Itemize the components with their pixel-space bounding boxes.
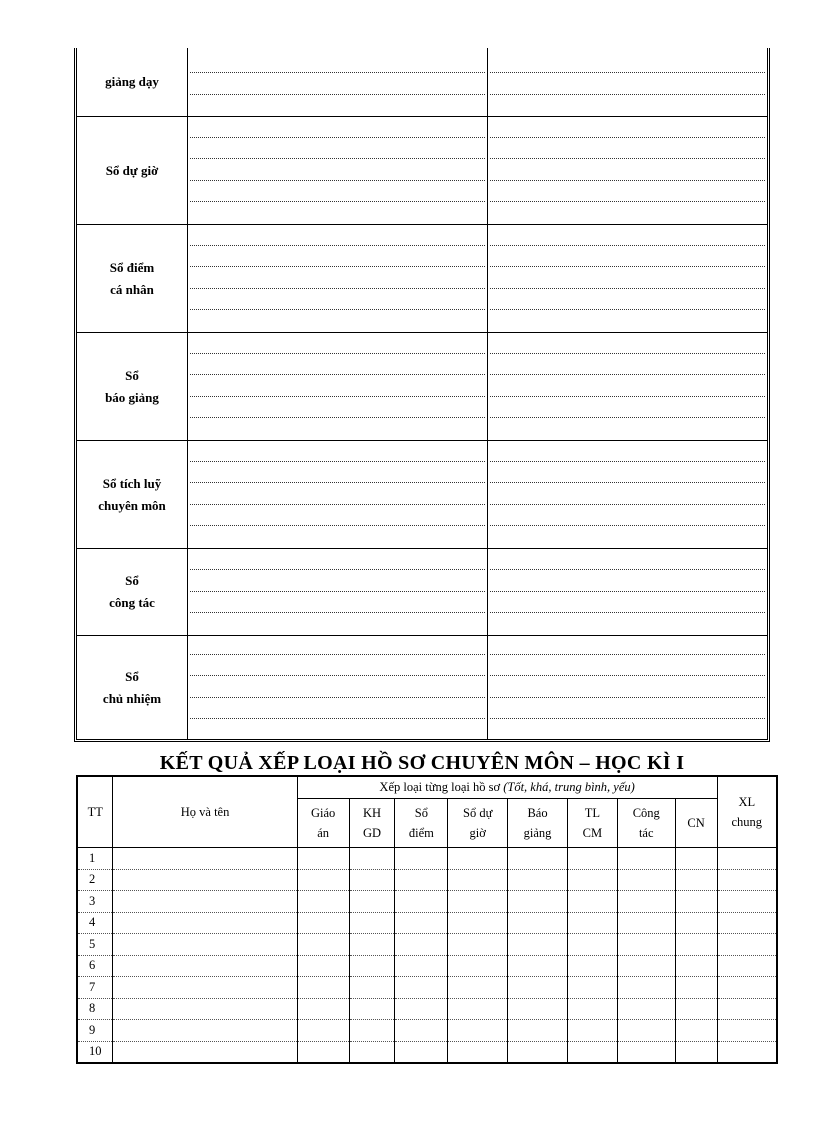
evaluation-field[interactable] (188, 636, 488, 739)
grade-cell[interactable] (567, 1041, 617, 1063)
grade-cell[interactable] (617, 869, 675, 891)
name-cell[interactable] (113, 1020, 297, 1042)
header-tt: TT (77, 776, 113, 848)
grade-cell[interactable] (567, 1020, 617, 1042)
evaluation-field[interactable] (188, 549, 488, 635)
grade-cell[interactable] (508, 934, 568, 956)
dotted-line (190, 504, 485, 505)
dotted-line (190, 654, 485, 655)
row-number: 9 (77, 1020, 113, 1042)
remarks-field[interactable] (488, 441, 767, 548)
row-number: 7 (77, 977, 113, 999)
evaluation-field[interactable] (188, 225, 488, 332)
form-row (77, 224, 767, 332)
dotted-line (490, 374, 765, 375)
dotted-line (190, 591, 485, 592)
grade-cell[interactable] (395, 998, 448, 1020)
evaluation-field[interactable] (188, 333, 488, 440)
grade-cell[interactable] (395, 977, 448, 999)
grade-cell[interactable] (567, 934, 617, 956)
row-number: 8 (77, 998, 113, 1020)
dotted-line (190, 417, 485, 418)
header-group-prefix: Xếp loại từng loại hồ sơ (379, 780, 504, 794)
grade-cell[interactable] (717, 1041, 777, 1063)
grade-cell[interactable] (717, 998, 777, 1020)
table-row (77, 955, 777, 977)
header-subcolumn: Sổ điểm (395, 799, 448, 848)
dotted-line (490, 612, 765, 613)
dotted-line (490, 94, 765, 95)
dotted-line (490, 158, 765, 159)
dotted-line (490, 525, 765, 526)
dotted-line (190, 288, 485, 289)
dotted-line (490, 137, 765, 138)
dotted-line (190, 353, 485, 354)
dotted-line (490, 654, 765, 655)
grade-cell[interactable] (508, 869, 568, 891)
form-row-label: Sổ chủ nhiệm (77, 636, 188, 739)
dotted-line (190, 201, 485, 202)
grade-cell[interactable] (349, 977, 395, 999)
results-table (76, 775, 778, 1064)
grade-cell[interactable] (717, 912, 777, 934)
grade-cell[interactable] (508, 1020, 568, 1042)
name-cell[interactable] (113, 891, 297, 913)
assessment-form (74, 48, 770, 742)
form-row-label: Sổ dự giờ (77, 117, 188, 224)
grade-cell[interactable] (395, 1020, 448, 1042)
grade-cell[interactable] (567, 848, 617, 870)
dotted-line (190, 482, 485, 483)
grade-cell[interactable] (395, 955, 448, 977)
grade-cell[interactable] (297, 891, 349, 913)
remarks-field[interactable] (488, 333, 767, 440)
dotted-line (490, 245, 765, 246)
table-row (77, 1020, 777, 1042)
table-row (77, 912, 777, 934)
dotted-line (190, 675, 485, 676)
grade-cell[interactable] (508, 955, 568, 977)
grade-cell[interactable] (448, 848, 508, 870)
header-overall (717, 776, 777, 848)
name-cell[interactable] (113, 977, 297, 999)
form-row-label: Sổ điểm cá nhân (77, 225, 188, 332)
grade-cell[interactable] (349, 1020, 395, 1042)
table-row (77, 1041, 777, 1063)
grade-cell[interactable] (349, 848, 395, 870)
grade-cell[interactable] (617, 1041, 675, 1063)
remarks-field[interactable] (488, 225, 767, 332)
dotted-line (490, 180, 765, 181)
dotted-line (490, 482, 765, 483)
dotted-line (190, 158, 485, 159)
form-row-label: Sổ công tác (77, 549, 188, 635)
header-name: Họ và tên (113, 776, 297, 848)
dotted-line (490, 504, 765, 505)
row-number: 2 (77, 869, 113, 891)
grade-cell[interactable] (349, 1041, 395, 1063)
dotted-line (190, 94, 485, 95)
grade-cell[interactable] (675, 977, 717, 999)
grade-cell[interactable] (297, 848, 349, 870)
remarks-field[interactable] (488, 549, 767, 635)
row-number: 4 (77, 912, 113, 934)
grade-cell[interactable] (675, 869, 717, 891)
grade-cell[interactable] (349, 998, 395, 1020)
grade-cell[interactable] (448, 998, 508, 1020)
table-row (77, 977, 777, 999)
grade-cell[interactable] (297, 869, 349, 891)
remarks-field[interactable] (488, 117, 767, 224)
grade-cell[interactable] (567, 977, 617, 999)
grade-cell[interactable] (508, 1041, 568, 1063)
dotted-line (190, 72, 485, 73)
form-row-label: Sổ báo giảng (77, 333, 188, 440)
grade-cell[interactable] (297, 934, 349, 956)
name-cell[interactable] (113, 848, 297, 870)
dotted-line (490, 396, 765, 397)
header-overall-label: XL chung (731, 795, 763, 829)
row-number: 5 (77, 934, 113, 956)
grade-cell[interactable] (297, 1020, 349, 1042)
grade-cell[interactable] (395, 1041, 448, 1063)
dotted-line (190, 309, 485, 310)
evaluation-field[interactable] (188, 117, 488, 224)
dotted-line (490, 201, 765, 202)
grade-cell[interactable] (617, 912, 675, 934)
grade-cell[interactable] (448, 955, 508, 977)
grade-cell[interactable] (395, 912, 448, 934)
grade-cell[interactable] (567, 869, 617, 891)
header-subcolumn: KH GD (349, 799, 395, 848)
remarks-field[interactable] (488, 48, 767, 116)
grade-cell[interactable] (617, 955, 675, 977)
grade-cell[interactable] (395, 848, 448, 870)
results-title: KẾT QUẢ XẾP LOẠI HỒ SƠ CHUYÊN MÔN – HỌC KÌ I (159, 752, 685, 774)
header-subcolumn: Công tác (617, 799, 675, 848)
grade-cell[interactable] (448, 891, 508, 913)
grade-cell[interactable] (448, 934, 508, 956)
form-row (77, 440, 767, 548)
dotted-line (490, 72, 765, 73)
header-subcolumn: CN (675, 799, 717, 848)
grade-cell[interactable] (617, 998, 675, 1020)
grade-cell[interactable] (717, 955, 777, 977)
grade-cell[interactable] (617, 977, 675, 999)
grade-cell[interactable] (675, 848, 717, 870)
grade-cell[interactable] (675, 934, 717, 956)
grade-cell[interactable] (717, 934, 777, 956)
grade-cell[interactable] (448, 869, 508, 891)
form-row (77, 635, 767, 739)
form-row (77, 116, 767, 224)
dotted-line (490, 461, 765, 462)
dotted-line (190, 180, 485, 181)
dotted-line (490, 569, 765, 570)
grade-cell[interactable] (617, 934, 675, 956)
dotted-line (490, 675, 765, 676)
table-row (77, 869, 777, 891)
grade-cell[interactable] (717, 848, 777, 870)
table-row (77, 934, 777, 956)
remarks-field[interactable] (488, 636, 767, 739)
dotted-line (490, 288, 765, 289)
grade-cell[interactable] (717, 977, 777, 999)
grade-cell[interactable] (567, 891, 617, 913)
dotted-line (490, 417, 765, 418)
row-number: 1 (77, 848, 113, 870)
name-cell[interactable] (113, 955, 297, 977)
grade-cell[interactable] (349, 912, 395, 934)
evaluation-field[interactable] (188, 441, 488, 548)
grade-cell[interactable] (395, 934, 448, 956)
grade-cell[interactable] (567, 955, 617, 977)
name-cell[interactable] (113, 998, 297, 1020)
grade-cell[interactable] (617, 848, 675, 870)
grade-cell[interactable] (617, 891, 675, 913)
dotted-line (490, 309, 765, 310)
dotted-line (190, 396, 485, 397)
grade-cell[interactable] (675, 1041, 717, 1063)
dotted-line (490, 697, 765, 698)
grade-cell[interactable] (448, 1041, 508, 1063)
grade-cell[interactable] (297, 1041, 349, 1063)
dotted-line (190, 569, 485, 570)
grade-cell[interactable] (717, 891, 777, 913)
dotted-line (490, 718, 765, 719)
dotted-line (190, 525, 485, 526)
header-group (297, 776, 717, 799)
grade-cell[interactable] (675, 891, 717, 913)
grade-cell[interactable] (448, 1020, 508, 1042)
grade-cell[interactable] (508, 977, 568, 999)
grade-cell[interactable] (297, 977, 349, 999)
dotted-line (190, 718, 485, 719)
table-row (77, 848, 777, 870)
row-number: 6 (77, 955, 113, 977)
header-subcolumn: Báo giảng (508, 799, 568, 848)
grade-cell[interactable] (675, 1020, 717, 1042)
grade-cell[interactable] (717, 869, 777, 891)
name-cell[interactable] (113, 1041, 297, 1063)
grade-cell[interactable] (675, 998, 717, 1020)
grade-cell[interactable] (567, 998, 617, 1020)
form-row (77, 548, 767, 635)
header-group-scale: (Tốt, khá, trung bình, yếu) (503, 780, 635, 794)
table-row (77, 998, 777, 1020)
dotted-line (190, 137, 485, 138)
grade-cell[interactable] (508, 891, 568, 913)
grade-cell[interactable] (448, 977, 508, 999)
evaluation-field[interactable] (188, 48, 488, 116)
dotted-line (190, 461, 485, 462)
grade-cell[interactable] (349, 955, 395, 977)
row-number: 3 (77, 891, 113, 913)
form-row-label: Sổ tích luỹ chuyên môn (77, 441, 188, 548)
dotted-line (490, 353, 765, 354)
grade-cell[interactable] (297, 912, 349, 934)
header-subcolumn: Giáo án (297, 799, 349, 848)
grade-cell[interactable] (448, 912, 508, 934)
dotted-line (190, 374, 485, 375)
grade-cell[interactable] (395, 869, 448, 891)
grade-cell[interactable] (508, 848, 568, 870)
form-row-label: giảng dạy (77, 48, 188, 116)
dotted-line (190, 612, 485, 613)
name-cell[interactable] (113, 912, 297, 934)
dotted-line (490, 591, 765, 592)
header-subcolumn: Sổ dự giờ (448, 799, 508, 848)
form-row (77, 332, 767, 440)
dotted-line (190, 697, 485, 698)
name-cell[interactable] (113, 869, 297, 891)
grade-cell[interactable] (675, 955, 717, 977)
grade-cell[interactable] (617, 1020, 675, 1042)
form-row (77, 48, 767, 116)
grade-cell[interactable] (349, 891, 395, 913)
grade-cell[interactable] (508, 912, 568, 934)
grade-cell[interactable] (567, 912, 617, 934)
grade-cell[interactable] (349, 869, 395, 891)
table-row (77, 891, 777, 913)
grade-cell[interactable] (297, 998, 349, 1020)
dotted-line (490, 266, 765, 267)
grade-cell[interactable] (395, 891, 448, 913)
header-subcolumn: TL CM (567, 799, 617, 848)
grade-cell[interactable] (349, 934, 395, 956)
row-number: 10 (77, 1041, 113, 1063)
grade-cell[interactable] (297, 955, 349, 977)
grade-cell[interactable] (675, 912, 717, 934)
grade-cell[interactable] (508, 998, 568, 1020)
grade-cell[interactable] (717, 1020, 777, 1042)
name-cell[interactable] (113, 934, 297, 956)
dotted-line (190, 266, 485, 267)
dotted-line (190, 245, 485, 246)
